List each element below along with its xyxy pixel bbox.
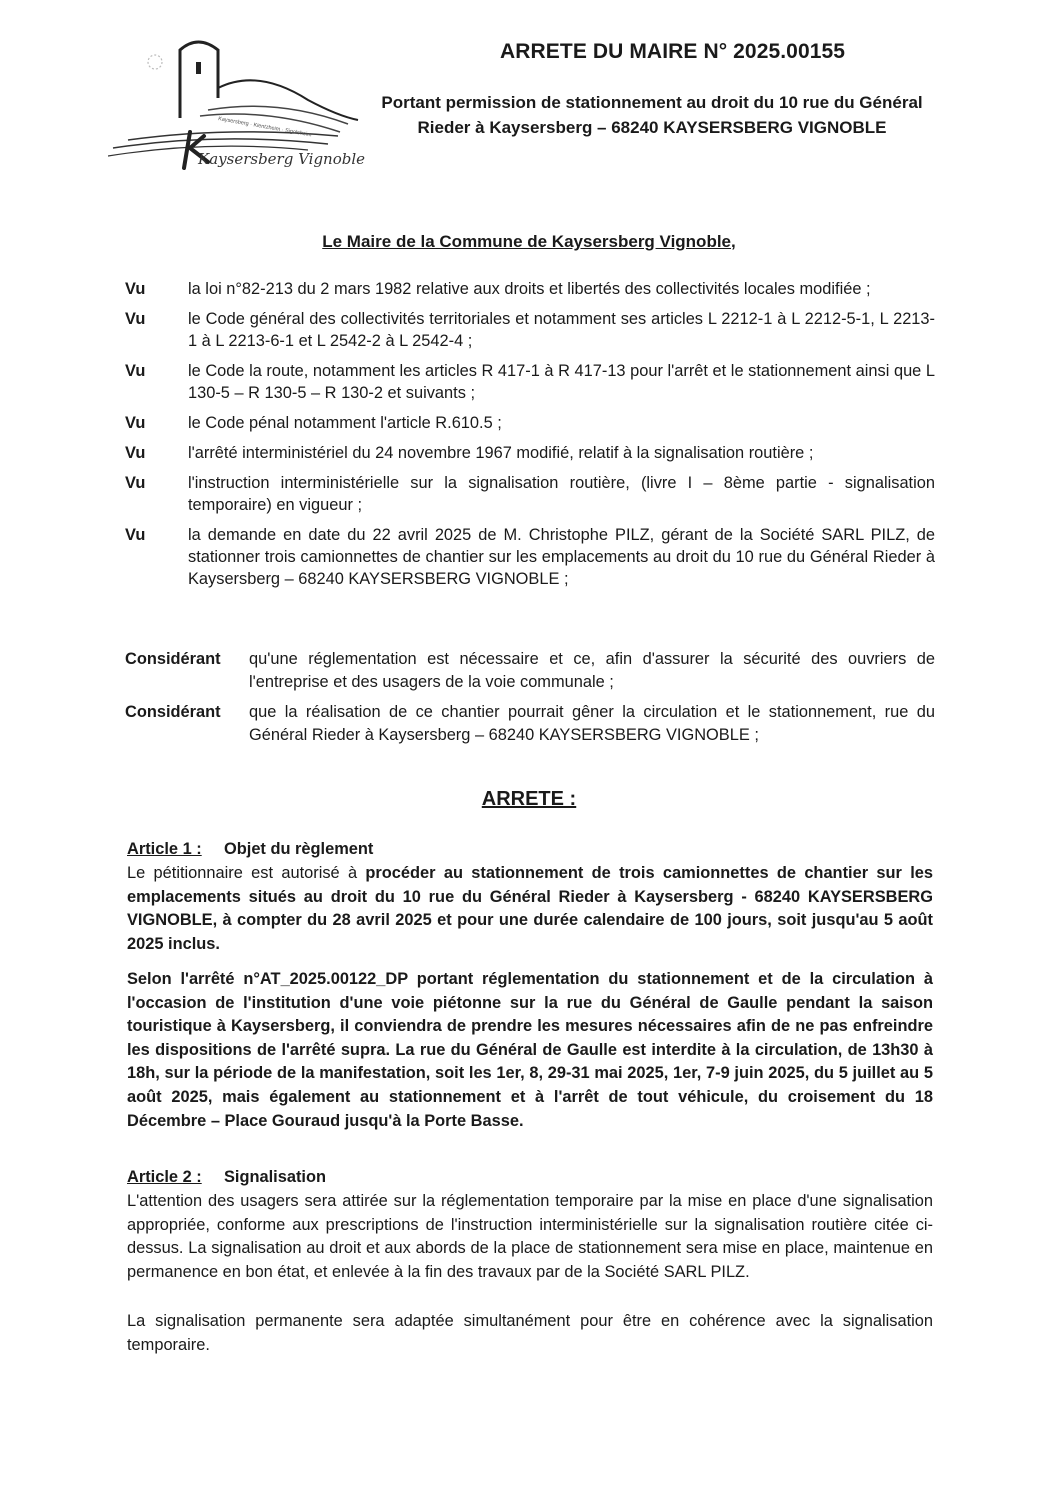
document-title: ARRETE DU MAIRE N° 2025.00155 xyxy=(500,40,846,63)
article-1-number: Article 1 : xyxy=(127,840,202,858)
vu-label: Vu xyxy=(125,526,146,544)
vu-item xyxy=(125,278,935,300)
vu-label: Vu xyxy=(125,310,146,328)
vu-text: l'arrêté interministériel du 24 novembre 1967 modifié, relatif à la signalisation routière ; xyxy=(188,444,814,462)
vu-text: la loi n°82-213 du 2 mars 1982 relative aux droits et libertés des collectivités locales modifiée ; xyxy=(188,280,871,298)
kaysersberg-vignoble-logo xyxy=(108,28,370,178)
logo-wordmark: Kaysersberg Vignoble xyxy=(198,150,366,168)
article-1-heading xyxy=(127,840,373,859)
vu-item xyxy=(125,442,935,464)
vu-item xyxy=(125,524,935,590)
article-2-paragraph-1: L'attention des usagers sera attirée sur la réglementation temporaire par la mise en place d'une signalisation appropriée, conforme aux prescriptions de l'instruction interministérielle sur la signalisation routière citée ci-dessus. La signalisation au droit et aux abords de la place de stationnement sera mise en place, maintenue en permanence en bon état, et enlevée à la fin des travaux par de la Société SARL PILZ. xyxy=(127,1192,933,1281)
vu-text: la demande en date du 22 avril 2025 de M. Christophe PILZ, gérant de la Société SARL PILZ, de stationner trois camionnettes de chantier sur les emplacements au droit du 10 rue du Général Rieder à Kaysersberg – 68240 KAYSERSBERG VIGNOBLE ; xyxy=(188,526,935,588)
article-1-title: Objet du règlement xyxy=(224,840,374,858)
vu-label: Vu xyxy=(125,414,146,432)
article-2-paragraph-2: La signalisation permanente sera adaptée simultanément pour être en cohérence avec la signalisation temporaire. xyxy=(127,1312,933,1354)
article-2-heading xyxy=(127,1168,326,1187)
article-1-p1-plain: Le pétitionnaire est autorisé à xyxy=(127,864,366,882)
vu-text: le Code général des collectivités territoriales et notamment ses articles L 2212-1 à L 2212-5-1, L 2213-1 à L 2213-6-1 et L 2542-2 à L 2542-4 ; xyxy=(188,310,935,350)
vu-label: Vu xyxy=(125,280,146,298)
arrete-heading: ARRETE : xyxy=(481,788,577,810)
vu-item xyxy=(125,360,935,404)
vu-label: Vu xyxy=(125,474,146,492)
article-1-p1-bold: procéder au stationnement de trois camionnettes de chantier sur les emplacements situés au droit du 10 rue du Général Rieder à Kaysersberg - 68240 KAYSERSBERG VIGNOBLE, à compter du 28 avril 2025 et pour une durée calendaire de 100 jours, soit jusqu'au 5 août 2025 inclus. xyxy=(127,864,933,953)
vu-list xyxy=(125,278,935,598)
considerant-text: qu'une réglementation est nécessaire et ce, afin d'assurer la sécurité des ouvriers de l'entreprise et des usagers de la voie communale ; xyxy=(249,650,935,691)
article-2-number: Article 2 : xyxy=(127,1168,202,1186)
vu-label: Vu xyxy=(125,362,146,380)
mayor-heading: Le Maire de la Commune de Kaysersberg Vignoble, xyxy=(322,232,736,251)
article-1-paragraph-2: Selon l'arrêté n°AT_2025.00122_DP portant réglementation du stationnement et de la circulation à l'occasion de l'institution d'une voie piétonne sur la rue du Général de Gaulle pendant la saison touristique à Kaysersberg, il conviendra de prendre les mesures nécessaires afin de ne pas enfreindre les dispositions de l'arrêté supra. La rue du Général de Gaulle est interdite à la circulation, de 13h30 à 18h, sur la période de la manifestation, soit les 1er, 8, 29-31 mai 2025, 1er, 7-9 juin 2025, du 5 juillet au 5 août 2025, mais également au stationnement et à l'arrêt de tout véhicule, du croisement du 18 Décembre – Place Gouraud jusqu'à la Porte Basse. xyxy=(127,970,933,1130)
logo-tiny-text: Kaysersberg · Kientzheim · Sigolsheim xyxy=(217,116,313,139)
vu-item xyxy=(125,472,935,516)
document-subtitle: Portant permission de stationnement au droit du 10 rue du Général Rieder à Kaysersberg – 68240 KAYSERSBERG VIGNOBLE xyxy=(381,93,923,137)
vu-label: Vu xyxy=(125,444,146,462)
article-1-paragraph-1 xyxy=(127,862,933,956)
vu-text: le Code pénal notamment l'article R.610.5 ; xyxy=(188,414,502,432)
considerant-label: Considérant xyxy=(125,703,221,721)
vu-text: le Code la route, notamment les articles R 417-1 à R 417-13 pour l'arrêt et le stationnement ainsi que L 130-5 – R 130-5 – R 130-2 et suivants ; xyxy=(188,362,935,402)
considerant-text: que la réalisation de ce chantier pourrait gêner la circulation et le stationnement, rue du Général Rieder à Kaysersberg – 68240 KAYSERSBERG VIGNOBLE ; xyxy=(249,703,935,744)
vu-text: l'instruction interministérielle sur la signalisation routière, (livre I – 8ème partie - signalisation temporaire) en vigueur ; xyxy=(188,474,935,514)
considerant-item xyxy=(125,648,935,694)
considerant-label: Considérant xyxy=(125,650,221,668)
vu-item xyxy=(125,308,935,352)
vu-item xyxy=(125,412,935,434)
considerant-item xyxy=(125,701,935,747)
article-2-title: Signalisation xyxy=(224,1168,327,1186)
considerant-list xyxy=(125,648,935,754)
